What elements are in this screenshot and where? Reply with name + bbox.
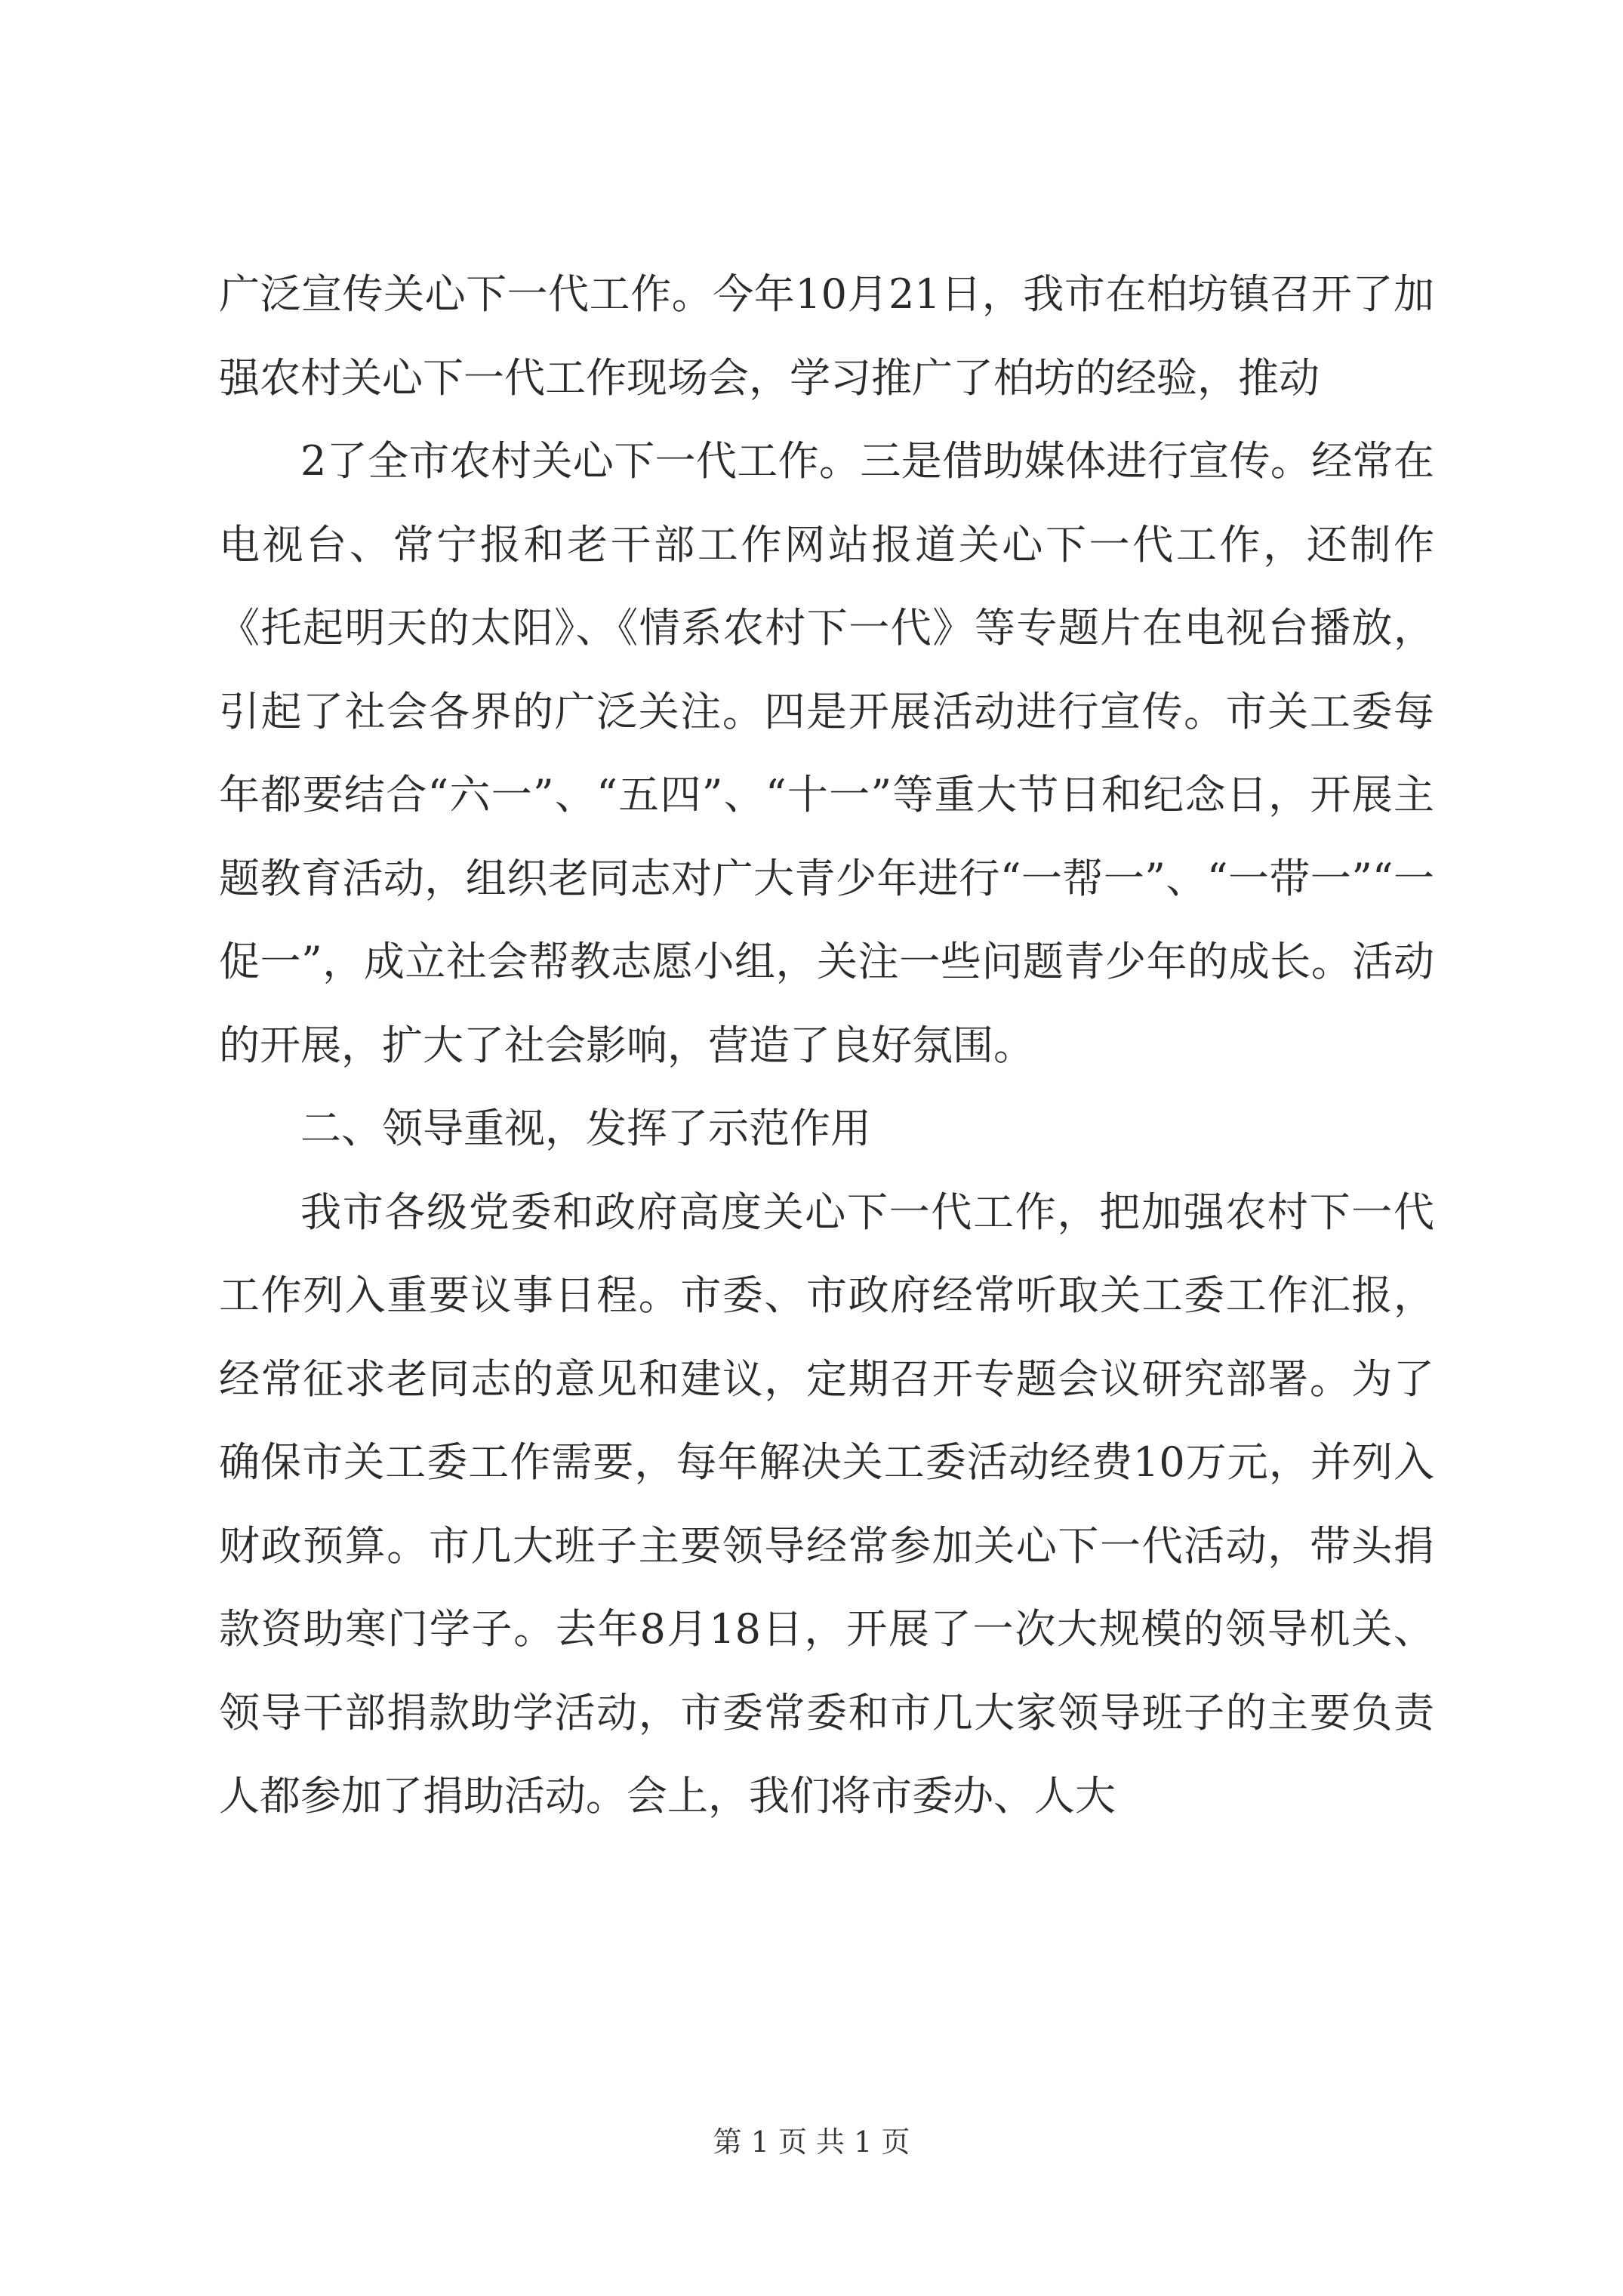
body-text [219,253,1434,1838]
paragraph-leadership: 我市各级党委和政府高度关心下一代工作，把加强农村下一代工作列入重要议事日程。市委、市政府经常听取关工委工作汇报，经常征求老同志的意见和建议，定期召开专题会议研究部署。为了确保市关工委工作需要，每年解决关工委活动经费10万元，并列入财政预算。市几大班子主要领导经常参加关心下一代活动，带头捐款资助寒门学子。去年8月18日，开展了一次大规模的领导机关、领导干部捐款助学活动，市委常委和市几大家领导班子的主要负责人都参加了捐助活动。会上，我们将市委办、人大 [219,1188,1434,1820]
page-footer: 第 1 页 共 1 页 [713,2125,910,2159]
section-heading: 二、领导重视，发挥了示范作用 [300,1105,871,1152]
paragraph-continuation: 广泛宣传关心下一代工作。今年10月21日，我市在柏坊镇召开了加强农村关心下一代工作现场会，学习推广了柏坊的经验，推动 [219,270,1434,402]
paragraph-media-publicity: 2了全市农村关心下一代工作。三是借助媒体进行宣传。经常在电视台、常宁报和老干部工作网站报道关心下一代工作，还制作《托起明天的太阳》、《情系农村下一代》等专题片在电视台播放，引起了社会各界的广泛关注。四是开展活动进行宣传。市关工委每年都要结合“六一”、“五四”、“十一”等重大节日和纪念日，开展主题教育活动，组织老同志对广大青少年进行“一帮一”、“一带一”“一促一”，成立社会帮教志愿小组，关注一些问题青少年的成长。活动的开展，扩大了社会影响，营造了良好氛围。 [219,437,1434,1069]
